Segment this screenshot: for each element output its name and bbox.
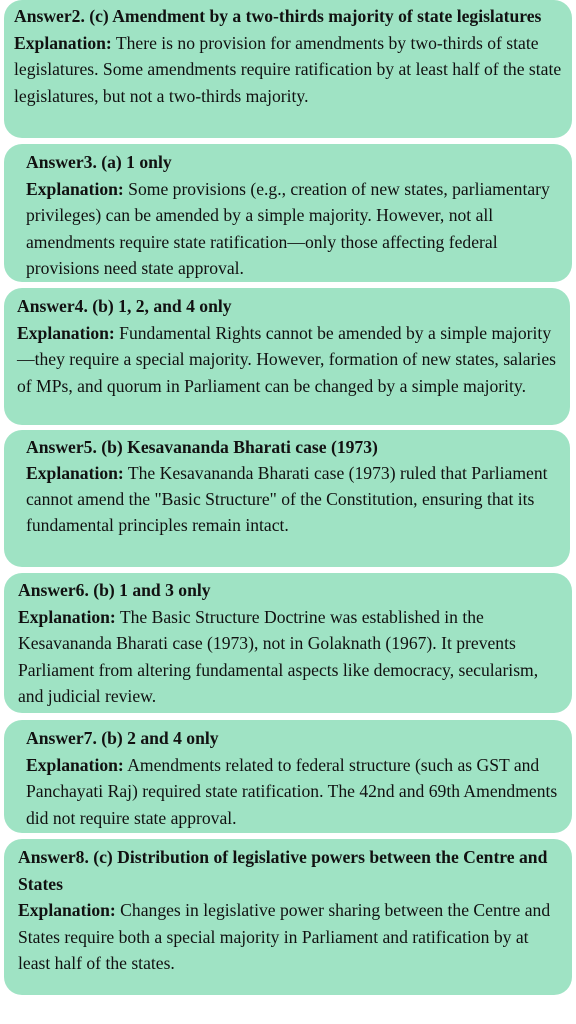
explanation-text: Amendments related to federal structure (such as GST and Panchayati Raj) required state ratification. The 42nd and 69th Amendments did not require state approval. [26, 754, 558, 828]
answer-card-3 [4, 144, 572, 282]
answer-explanation [18, 897, 562, 977]
answer-card-2 [4, 0, 572, 138]
explanation-label: Explanation: [18, 900, 116, 920]
explanation-text: The Basic Structure Doctrine was established in the Kesavananda Bharati case (1973), not in Golaknath (1967). It prevents Parliament from altering fundamental aspects like democracy, secularism, and judicial review. [18, 606, 539, 706]
explanation-label: Explanation: [26, 178, 124, 199]
answer-explanation [17, 320, 560, 400]
answer-explanation [18, 604, 562, 710]
answer-explanation [26, 176, 562, 282]
answer-card-7 [4, 720, 572, 833]
explanation-text: There is no provision for amendments by two-thirds of state legislatures. Some amendments require ratification by at least half of the state legislatures, but not a two-thirds majority. [14, 32, 562, 106]
explanation-label: Explanation: [14, 32, 112, 53]
explanation-text: Changes in legislative power sharing between the Centre and States require both a special majority in Parliament and ratification by at least half of the states. [18, 900, 551, 973]
explanation-text: Fundamental Rights cannot be amended by a simple majority—they require a special majority. However, formation of new states, salaries of MPs, and quorum in Parliament can be changed by a simple majority. [17, 322, 556, 396]
explanation-label: Explanation: [17, 322, 115, 343]
answer-heading: Answer2. (c) Amendment by a two-thirds majority of state legislatures [14, 6, 542, 26]
answer-heading: Answer5. (b) Kesavananda Bharati case (1973) [26, 437, 378, 457]
answer-heading: Answer4. (b) 1, 2, and 4 only [17, 296, 232, 316]
answer-card-5 [4, 430, 570, 567]
explanation-label: Explanation: [26, 754, 124, 775]
answer-explanation [26, 460, 560, 538]
answer-heading: Answer7. (b) 2 and 4 only [26, 728, 219, 748]
explanation-label: Explanation: [26, 463, 124, 483]
answer-heading: Answer8. (c) Distribution of legislative powers between the Centre and States [18, 847, 548, 894]
explanation-text: The Kesavananda Bharati case (1973) ruled that Parliament cannot amend the "Basic Structure" of the Constitution, ensuring that its fundamental principles remain intact. [26, 463, 548, 535]
answer-card-8 [4, 839, 572, 995]
answer-card-4 [4, 288, 570, 425]
answer-explanation [26, 752, 562, 832]
explanation-label: Explanation: [18, 606, 116, 627]
answer-explanation [14, 30, 562, 110]
explanation-text: Some provisions (e.g., creation of new states, parliamentary privileges) can be amended by a simple majority. However, not all amendments require state ratification—only those affecting federal provisions need state approval. [26, 178, 550, 278]
answer-heading: Answer6. (b) 1 and 3 only [18, 580, 211, 600]
answer-card-6 [4, 573, 572, 713]
answer-heading: Answer3. (a) 1 only [26, 152, 172, 172]
